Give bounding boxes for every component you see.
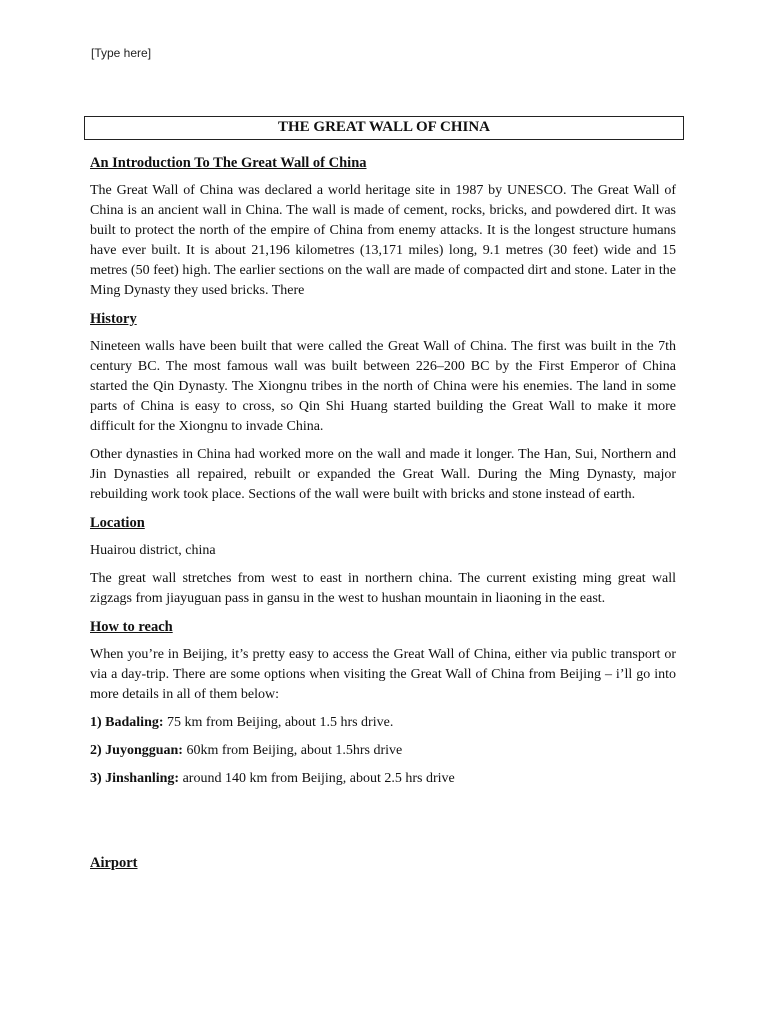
document-page [84, 116, 684, 881]
intro-heading: An Introduction To The Great Wall of China [90, 155, 367, 171]
document-title: THE GREAT WALL OF CHINA [84, 116, 684, 140]
history-heading: History [90, 311, 137, 327]
history-paragraph-1: Nineteen walls have been built that were called the Great Wall of China. The first was built in the 7th century BC. The most famous wall was built between 226–200 BC by the First Emperor of China started the Qin Dynasty. The Xiongnu tribes in the north of China were his enemies. The land in some parts of China is easy to cross, so Qin Shi Huang started building the Great Wall to make it more difficult for the Xiongnu to invade China. [90, 339, 676, 434]
route-label: 2) Juyongguan: [90, 743, 183, 758]
location-place: Huairou district, china [90, 543, 216, 558]
route-item-jinshanling [90, 769, 676, 789]
header-placeholder: [Type here] [91, 46, 152, 60]
route-label: 3) Jinshanling: [90, 771, 180, 786]
blank-space [90, 797, 676, 853]
how-to-reach-heading: How to reach [90, 619, 173, 635]
route-text: around 140 km from Beijing, about 2.5 hrs drive [179, 771, 455, 786]
route-text: 60km from Beijing, about 1.5hrs drive [182, 743, 403, 758]
location-heading: Location [90, 515, 145, 531]
route-text: 75 km from Beijing, about 1.5 hrs drive. [163, 715, 394, 730]
route-item-badaling [90, 713, 676, 733]
how-to-reach-paragraph: When you’re in Beijing, it’s pretty easy to access the Great Wall of China, either via public transport or via a day-trip. There are some options when visiting the Great Wall of China from Beijing – i’ll go into more details in all of them below: [90, 647, 676, 702]
intro-paragraph: The Great Wall of China was declared a world heritage site in 1987 by UNESCO. The Great Wall of China is an ancient wall in China. The wall is made of cement, rocks, bricks, and powdered dirt. It was built to protect the north of the empire of China from enemy attacks. It is the longest structure humans have ever built. It is about 21,196 kilometres (13,171 miles) long, 9.1 metres (30 feet) wide and 15 metres (50 feet) high. The earlier sections on the wall are made of compacted dirt and stone. Later in the Ming Dynasty they used bricks. There [90, 183, 676, 298]
location-paragraph: The great wall stretches from west to east in northern china. The current existing ming great wall zigzags from jiayuguan pass in gansu in the west to hushan mountain in liaoning in the east. [90, 571, 676, 606]
route-label: 1) Badaling: [90, 715, 164, 730]
airport-heading: Airport [90, 855, 138, 871]
history-paragraph-2: Other dynasties in China had worked more on the wall and made it longer. The Han, Sui, Northern and Jin Dynasties all repaired, rebuilt or expanded the Great Wall. During the Ming Dynasty, major rebuilding work took place. Sections of the wall were built with bricks and stone instead of earth. [90, 447, 676, 502]
route-item-juyongguan [90, 741, 676, 761]
document-body [84, 153, 676, 873]
